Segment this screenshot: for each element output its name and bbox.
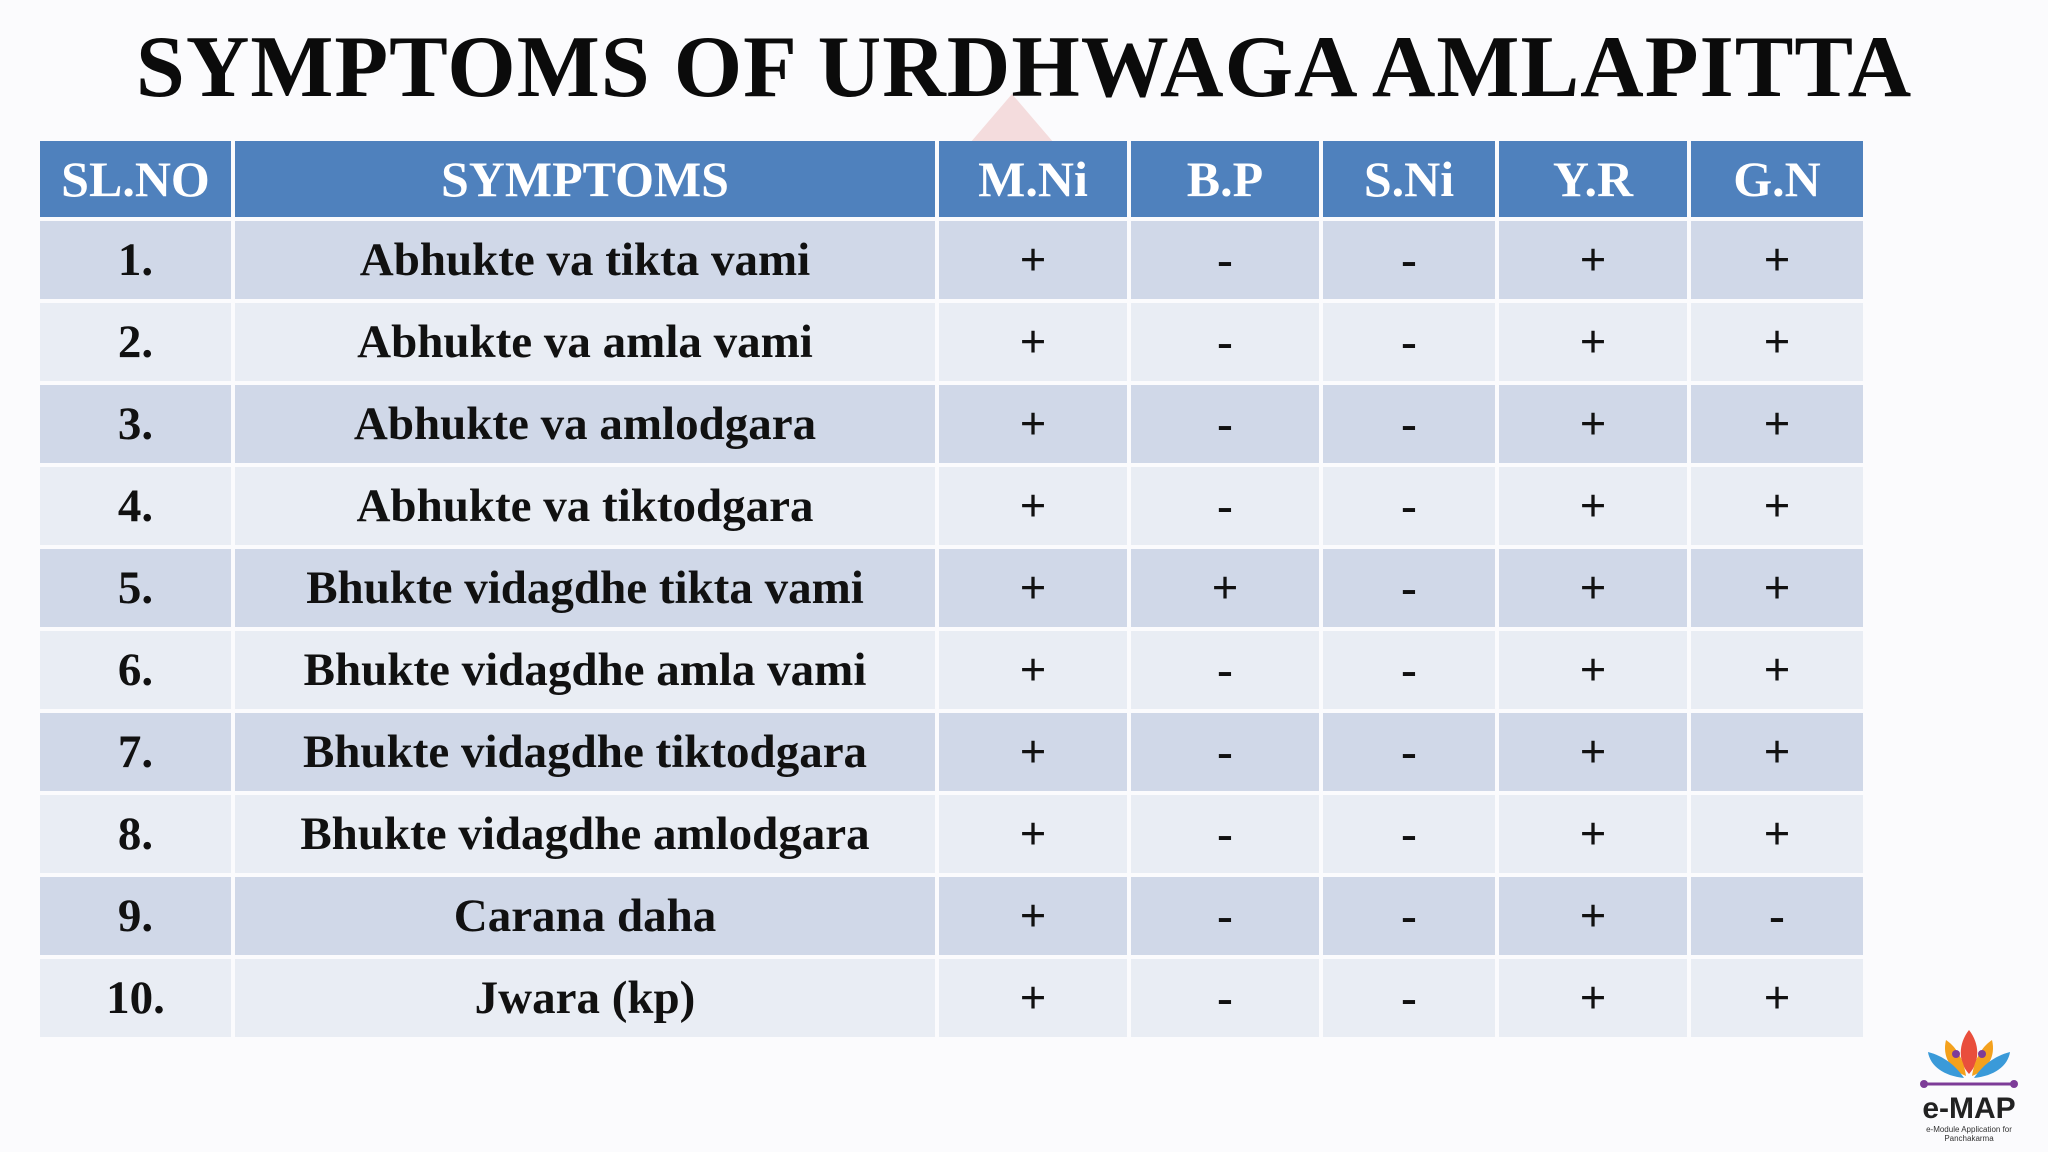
s-ni-mark-cell: - (1323, 877, 1495, 955)
b-p-mark-cell: - (1131, 713, 1319, 791)
logo-tagline (1898, 1125, 2040, 1143)
g-n-mark-cell: + (1691, 385, 1863, 463)
s-ni-mark-cell: - (1323, 959, 1495, 1037)
sl-no-cell: 8. (40, 795, 231, 873)
table-row (40, 713, 1863, 791)
g-n-mark-cell: + (1691, 221, 1863, 299)
sl-no-cell: 4. (40, 467, 231, 545)
b-p-mark-cell: - (1131, 959, 1319, 1037)
table-row (40, 795, 1863, 873)
table-header-row (40, 141, 1863, 217)
m-ni-mark-cell: + (939, 549, 1127, 627)
m-ni-mark-cell: + (939, 877, 1127, 955)
sl-no-cell: 2. (40, 303, 231, 381)
b-p-mark-cell: - (1131, 877, 1319, 955)
sl-no-cell: 7. (40, 713, 231, 791)
sl-no-cell: 9. (40, 877, 231, 955)
g-n-mark-cell: - (1691, 877, 1863, 955)
table-row (40, 221, 1863, 299)
sl-no-cell: 5. (40, 549, 231, 627)
s-ni-mark-cell: - (1323, 631, 1495, 709)
header-b-p: B.P (1131, 141, 1319, 217)
s-ni-mark-cell: - (1323, 303, 1495, 381)
sl-no-cell: 10. (40, 959, 231, 1037)
symptom-cell: Jwara (kp) (235, 959, 935, 1037)
y-r-mark-cell: + (1499, 795, 1687, 873)
table-row (40, 631, 1863, 709)
symptom-cell: Bhukte vidagdhe amla vami (235, 631, 935, 709)
m-ni-mark-cell: + (939, 795, 1127, 873)
m-ni-mark-cell: + (939, 959, 1127, 1037)
s-ni-mark-cell: - (1323, 385, 1495, 463)
symptom-cell: Abhukte va tikta vami (235, 221, 935, 299)
symptom-cell: Bhukte vidagdhe tikta vami (235, 549, 935, 627)
logo-name: e-MAP (1922, 1092, 2016, 1125)
symptom-cell: Abhukte va amlodgara (235, 385, 935, 463)
table-row (40, 877, 1863, 955)
s-ni-mark-cell: - (1323, 549, 1495, 627)
y-r-mark-cell: + (1499, 549, 1687, 627)
m-ni-mark-cell: + (939, 221, 1127, 299)
table-row (40, 385, 1863, 463)
b-p-mark-cell: - (1131, 385, 1319, 463)
b-p-mark-cell: - (1131, 303, 1319, 381)
y-r-mark-cell: + (1499, 385, 1687, 463)
b-p-mark-cell: - (1131, 795, 1319, 873)
table-row (40, 959, 1863, 1037)
symptoms-table (36, 137, 1867, 1041)
y-r-mark-cell: + (1499, 221, 1687, 299)
lotus-icon (1898, 1022, 2040, 1094)
b-p-mark-cell: - (1131, 631, 1319, 709)
header-s-ni: S.Ni (1323, 141, 1495, 217)
m-ni-mark-cell: + (939, 467, 1127, 545)
s-ni-mark-cell: - (1323, 713, 1495, 791)
b-p-mark-cell: - (1131, 467, 1319, 545)
m-ni-mark-cell: + (939, 303, 1127, 381)
symptom-cell: Abhukte va tiktodgara (235, 467, 935, 545)
y-r-mark-cell: + (1499, 877, 1687, 955)
s-ni-mark-cell: - (1323, 221, 1495, 299)
m-ni-mark-cell: + (939, 631, 1127, 709)
y-r-mark-cell: + (1499, 713, 1687, 791)
m-ni-mark-cell: + (939, 713, 1127, 791)
m-ni-mark-cell: + (939, 385, 1127, 463)
s-ni-mark-cell: - (1323, 467, 1495, 545)
header-symptoms: SYMPTOMS (235, 141, 935, 217)
g-n-mark-cell: + (1691, 467, 1863, 545)
table-row (40, 549, 1863, 627)
symptom-cell: Bhukte vidagdhe amlodgara (235, 795, 935, 873)
table-row (40, 467, 1863, 545)
sl-no-cell: 1. (40, 221, 231, 299)
g-n-mark-cell: + (1691, 713, 1863, 791)
g-n-mark-cell: + (1691, 959, 1863, 1037)
emap-logo (1898, 1022, 2040, 1143)
symptom-cell: Abhukte va amla vami (235, 303, 935, 381)
symptom-cell: Bhukte vidagdhe tiktodgara (235, 713, 935, 791)
symptom-cell: Carana daha (235, 877, 935, 955)
b-p-mark-cell: - (1131, 221, 1319, 299)
logo-tagline-line1: e-Module Application for (1926, 1125, 2012, 1134)
header-m-ni: M.Ni (939, 141, 1127, 217)
header-g-n: G.N (1691, 141, 1863, 217)
y-r-mark-cell: + (1499, 303, 1687, 381)
header-y-r: Y.R (1499, 141, 1687, 217)
y-r-mark-cell: + (1499, 467, 1687, 545)
slide-title: SYMPTOMS OF URDHWAGA AMLAPITTA (135, 19, 1913, 116)
g-n-mark-cell: + (1691, 549, 1863, 627)
s-ni-mark-cell: - (1323, 795, 1495, 873)
logo-tagline-line2: Panchakarma (1944, 1134, 1994, 1143)
g-n-mark-cell: + (1691, 795, 1863, 873)
g-n-mark-cell: + (1691, 631, 1863, 709)
g-n-mark-cell: + (1691, 303, 1863, 381)
y-r-mark-cell: + (1499, 959, 1687, 1037)
sl-no-cell: 6. (40, 631, 231, 709)
table-row (40, 303, 1863, 381)
y-r-mark-cell: + (1499, 631, 1687, 709)
sl-no-cell: 3. (40, 385, 231, 463)
b-p-mark-cell: + (1131, 549, 1319, 627)
header-sl-no: SL.NO (40, 141, 231, 217)
